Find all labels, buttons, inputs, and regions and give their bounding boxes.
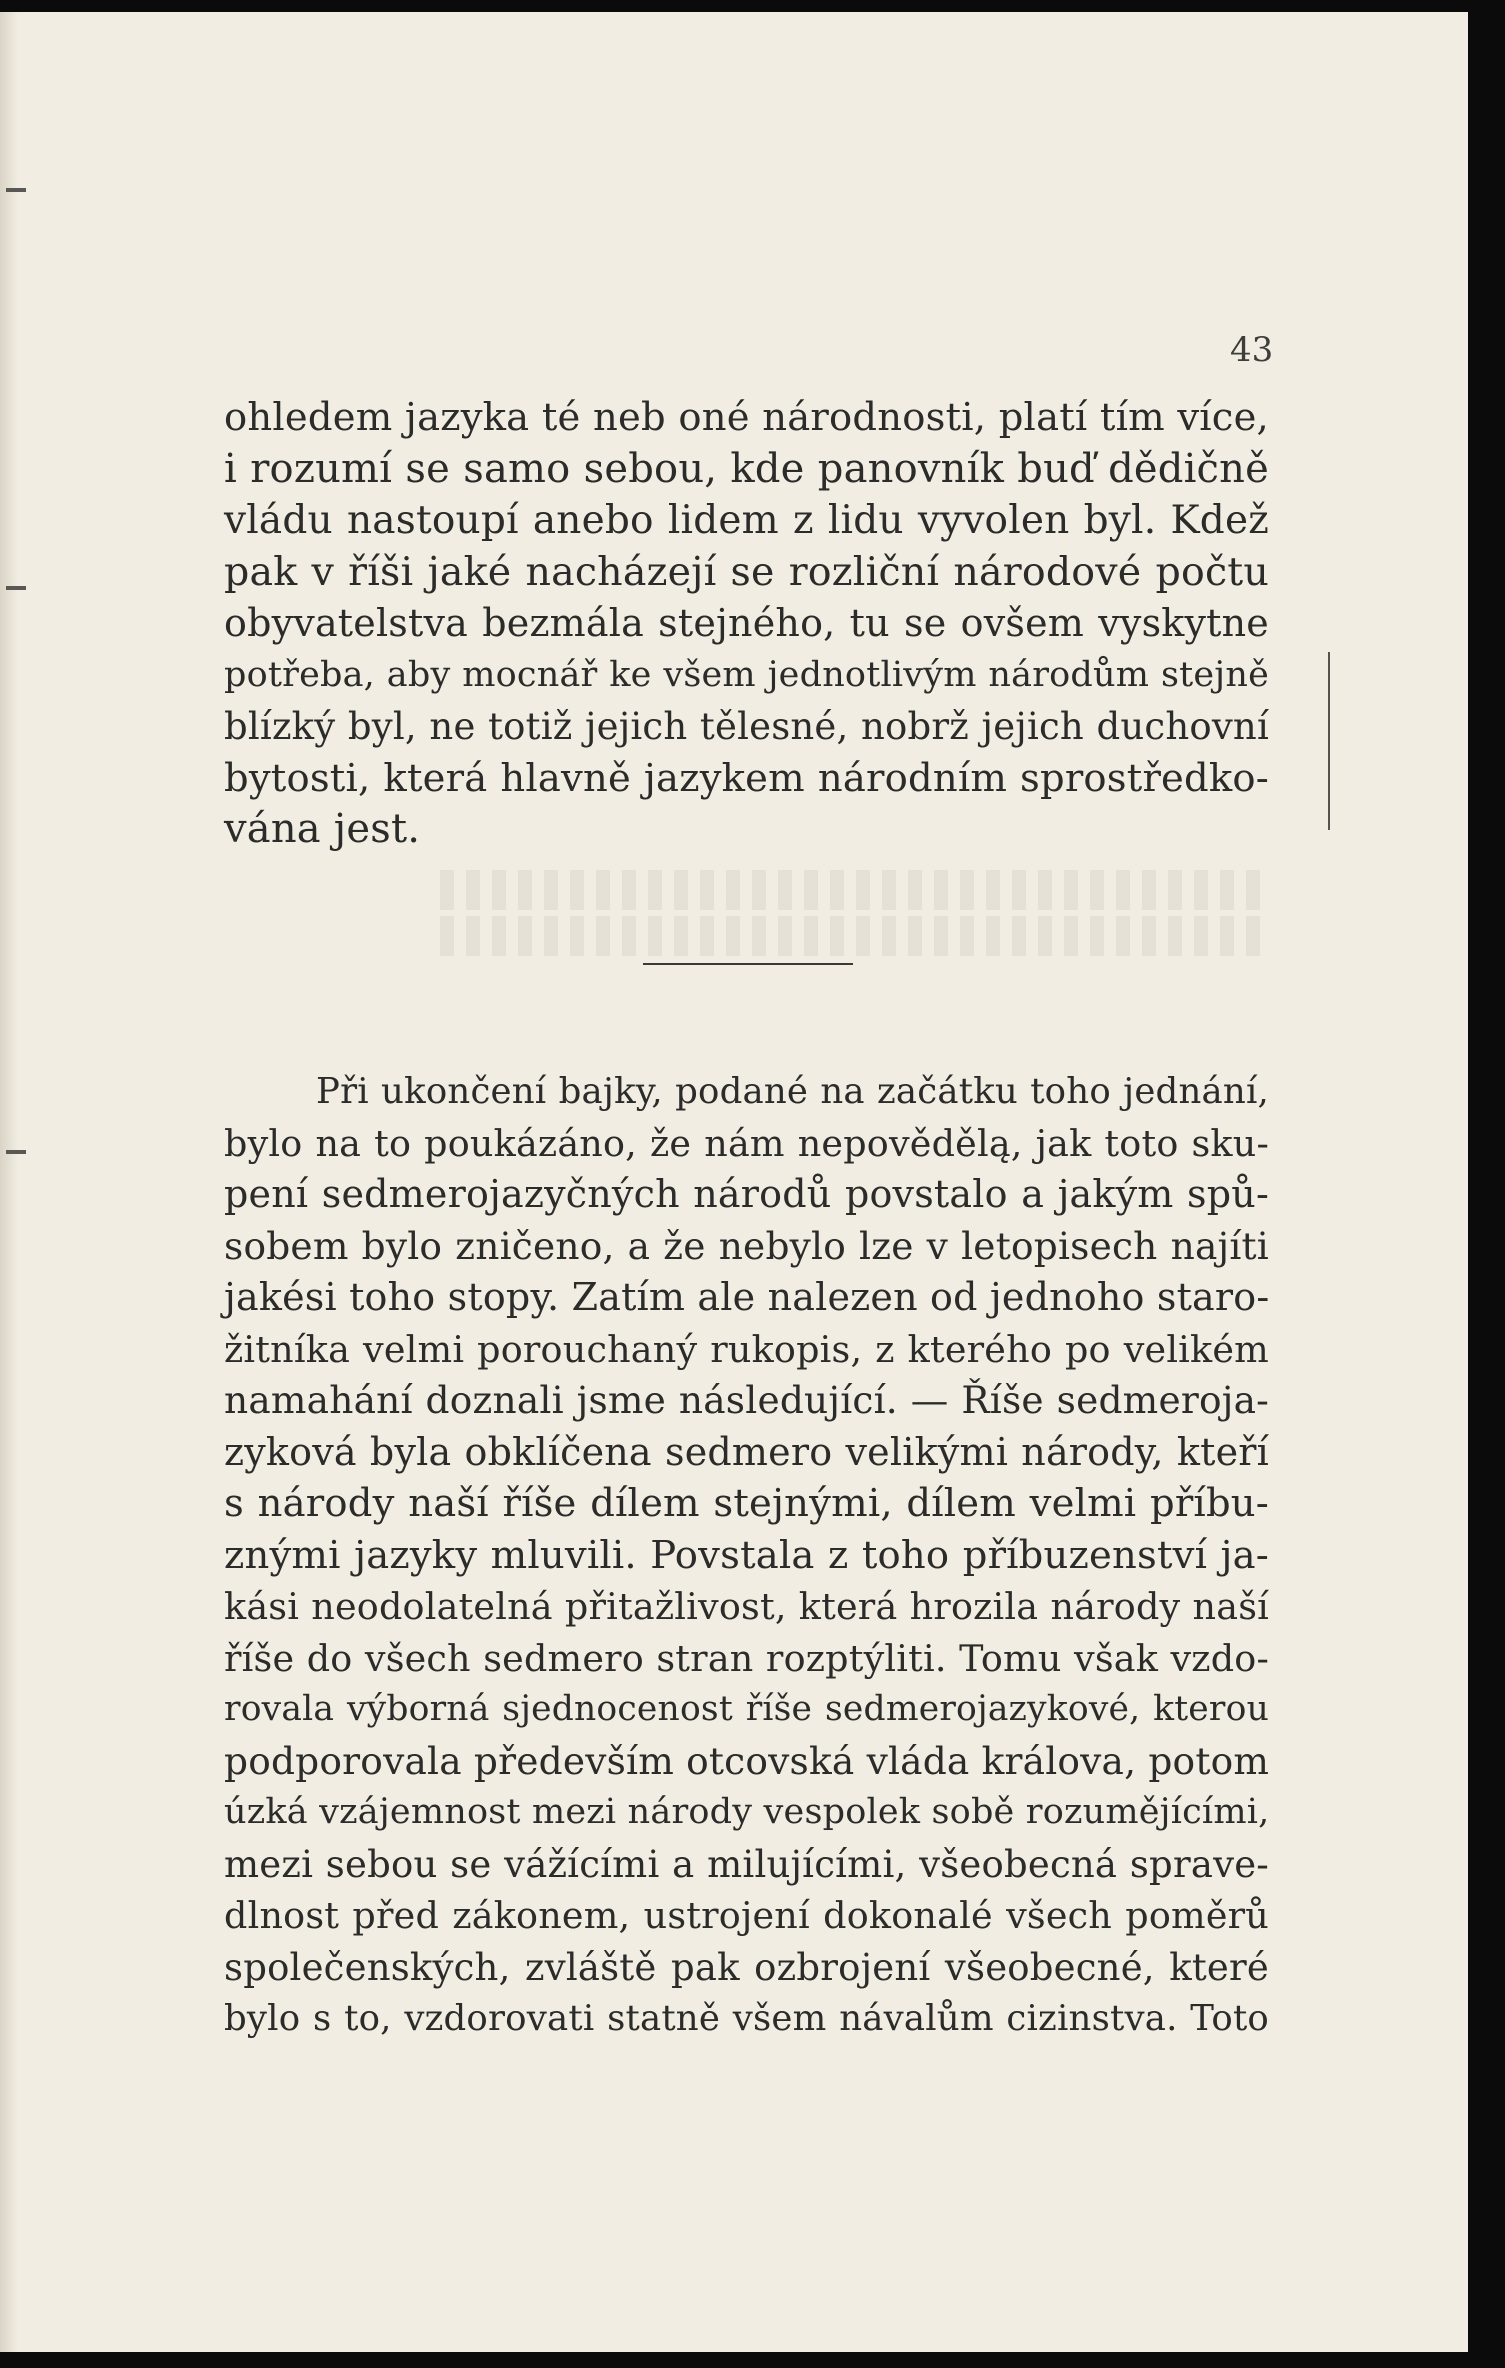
text-line: dlnost před zákonem, ustrojení dokonalé všech poměrů: [224, 1894, 1269, 1937]
text-line: mezi sebou se vážícími a milujícími, všeobecná sprave-: [224, 1842, 1269, 1886]
text-line: vládu nastoupí anebo lidem z lidu vyvolen byl. Kdež: [224, 498, 1269, 543]
text-line: sobem bylo zničeno, a že nebylo lze v letopisech najíti: [224, 1223, 1269, 1268]
book-page: [0, 12, 1468, 2352]
text-line: ohledem jazyka té neb oné národnosti, platí tím více,: [224, 395, 1269, 440]
margin-mark: [6, 188, 26, 192]
pencil-margin-mark: [1328, 652, 1330, 830]
show-through-text: [440, 870, 1260, 910]
text-line: pení sedmerojazyčných národů povstalo a jakým spů-: [224, 1172, 1269, 1216]
text-line: úzká vzájemnost mezi národy vespolek sobě rozumějícími,: [224, 1792, 1270, 1832]
paragraph-1: [224, 392, 1269, 856]
section-divider: [643, 963, 853, 965]
text-line: podporovala především otcovská vláda králova, potom: [224, 1738, 1270, 1783]
text-line: obyvatelstva bezmála stejného, tu se ovšem vyskytne: [224, 601, 1269, 645]
text-line: bylo s to, vzdorovati statně všem návalům cizinstva. Toto: [224, 1998, 1269, 2039]
text-line: zyková byla obklíčena sedmero velikými národy, kteří: [224, 1429, 1269, 1474]
text-line: i rozumí se samo sebou, kde panovník buď dědičně: [224, 445, 1269, 492]
text-line: s národy naší říše dílem stejnými, dílem velmi příbu-: [224, 1481, 1269, 1526]
text-line: vána jest.: [224, 806, 421, 852]
text-line: rovala výborná sjednocenost říše sedmerojazykové, kterou: [224, 1689, 1269, 1729]
show-through-text: [440, 916, 1260, 956]
text-line: jakési toho stopy. Zatím ale nalezen od jednoho staro-: [224, 1275, 1270, 1319]
paragraph-2: [224, 1066, 1269, 2045]
text-line: bylo na to poukázáno, že nám nepovědělą, jak toto sku-: [224, 1121, 1269, 1165]
text-line: Při ukončení bajky, podané na začátku toho jednání,: [316, 1071, 1269, 1112]
text-line: společenských, zvláště pak ozbrojení všeobecné, které: [224, 1945, 1269, 1989]
text-line: kási neodolatelná přitažlivost, která hrozila národy naší: [224, 1585, 1269, 1628]
text-line: říše do všech sedmero stran rozptýliti. Tomu však vzdo-: [224, 1636, 1269, 1680]
text-line: potřeba, aby mocnář ke všem jednotlivým národům stejně: [224, 654, 1269, 695]
text-line: bytosti, která hlavně jazykem národním sprostředko-: [224, 755, 1269, 801]
text-line: znými jazyky mluvili. Povstala z toho příbuzenství ja-: [224, 1532, 1269, 1578]
text-line: namahání doznali jsme následující. — Říše sedmeroja-: [224, 1378, 1269, 1422]
text-line: blízký byl, ne totiž jejich tělesné, nobrž jejich duchovní: [224, 705, 1269, 748]
margin-mark: [6, 586, 26, 590]
margin-mark: [6, 1150, 26, 1154]
text-line: pak v říši jaké nacházejí se rozliční národové počtu: [224, 548, 1269, 595]
page-gutter-shadow: [0, 12, 18, 2352]
page-number: 43: [1230, 330, 1274, 370]
text-line: žitníka velmi porouchaný rukopis, z kterého po velikém: [224, 1327, 1269, 1371]
